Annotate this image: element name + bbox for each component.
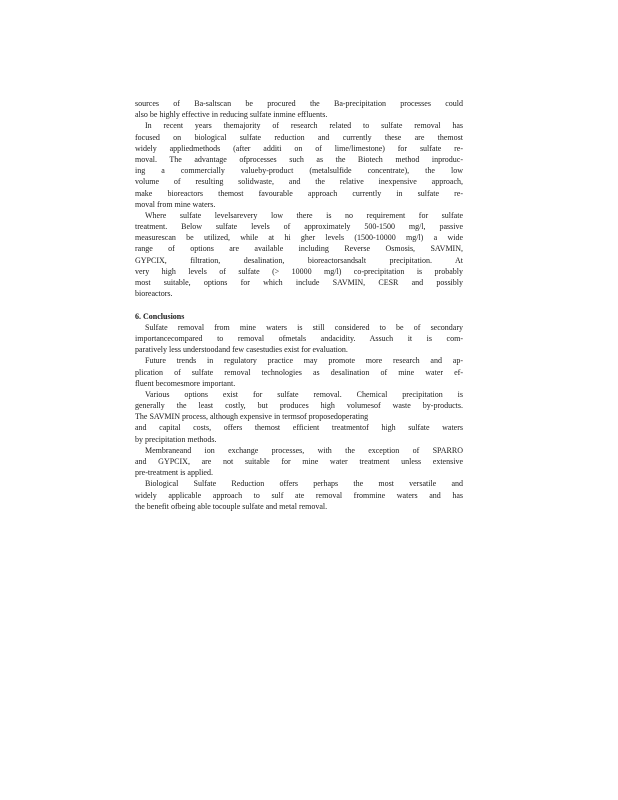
text-column [135,98,463,512]
text-line: Biological Sulfate Reduction offers perhaps the most versatile and [145,479,463,489]
text-line: pre-treatment is applied. [135,468,213,478]
text-line: Various options exist for sulfate removal. Chemical precipitation is [145,389,463,399]
text-line: volume of resulting solidwaste, and the relative inexpensive approach, [135,177,463,187]
text-line: measurescan be utilized, while at hi gher levels (1500-10000 mg/l) a wide [135,233,463,243]
text-line: treatment. Below sulfate levels of approximately 500-1500 mg/l, passive [135,222,463,232]
text-line: plication of sulfate removal technologies as desalination of mine water ef- [135,367,463,377]
conclusions-section [135,322,463,512]
text-line: focused on biological sulfate reduction and currently these are themost [135,132,463,142]
text-line: make bioreactors themost favourable approach currently in sulfate re- [135,188,463,198]
text-line: Membraneand ion exchange processes, with the exception of SPARRO [145,445,463,455]
text-line: moval. The advantage ofprocesses such as the Biotech method inproduc- [135,154,463,164]
section-gap [135,299,463,310]
text-line: also be highly effective in reducing sulfate inmine effluents. [135,110,328,120]
text-line: bioreactors. [135,289,173,299]
text-line: importancecompared to removal ofmetals andacidity. Assuch it is com- [135,333,463,343]
text-line: widely applicable approach to sulf ate removal frommine waters and has [135,490,463,500]
text-line: generally the least costly, but produces high volumesof waste by-products. [135,401,463,411]
text-line: the benefit ofbeing able tocouple sulfate and metal removal. [135,501,328,511]
text-line: Sulfate removal from mine waters is still considered to be of secondary [145,322,463,332]
text-line: and capital costs, offers themost efficient treatmentof high sulfate waters [135,423,463,433]
text-line: paratively less understoodand few casestudies exist for evaluation. [135,345,348,355]
text-line: Where sulfate levelsarevery low there is no requirement for sulfate [145,210,463,220]
text-line: and GYPCIX, are not suitable for mine water treatment unless extensive [135,457,463,466]
discussion-section [135,98,463,299]
text-line: ing a commercially valueby-product (metalsulfide concentrate), the low [135,166,463,176]
text-line: fluent becomesmore important. [135,378,236,388]
text-line: GYPCIX, filtration, desalination, bioreactorsandsalt precipitation. At [135,255,463,265]
text-line: most suitable, options for which include SAVMIN, CESR and possibly [135,278,463,287]
text-line: very high levels of sulfate (> 10000 mg/l) co-precipitation is probably [135,266,463,276]
text-line: In recent years themajority of research related to sulfate removal has [145,121,463,131]
text-line: sources of Ba-saltscan be procured the Ba-precipitation processes could [135,99,463,108]
text-line: moval from mine waters. [135,199,216,209]
text-line: Future trends in regulatory practice may promote more research and ap- [145,356,463,366]
text-line: widely appliedmethods (after additi on of lime/limestone) for sulfate re- [135,143,463,153]
text-line: by precipitation methods. [135,434,217,444]
text-line: The SAVMIN process, although expensive in termsof proposedoperating [135,412,369,422]
conclusions-heading: 6. Conclusions [135,311,185,321]
text-line: range of options are available including Reverse Osmosis, SAVMIN, [135,244,463,254]
